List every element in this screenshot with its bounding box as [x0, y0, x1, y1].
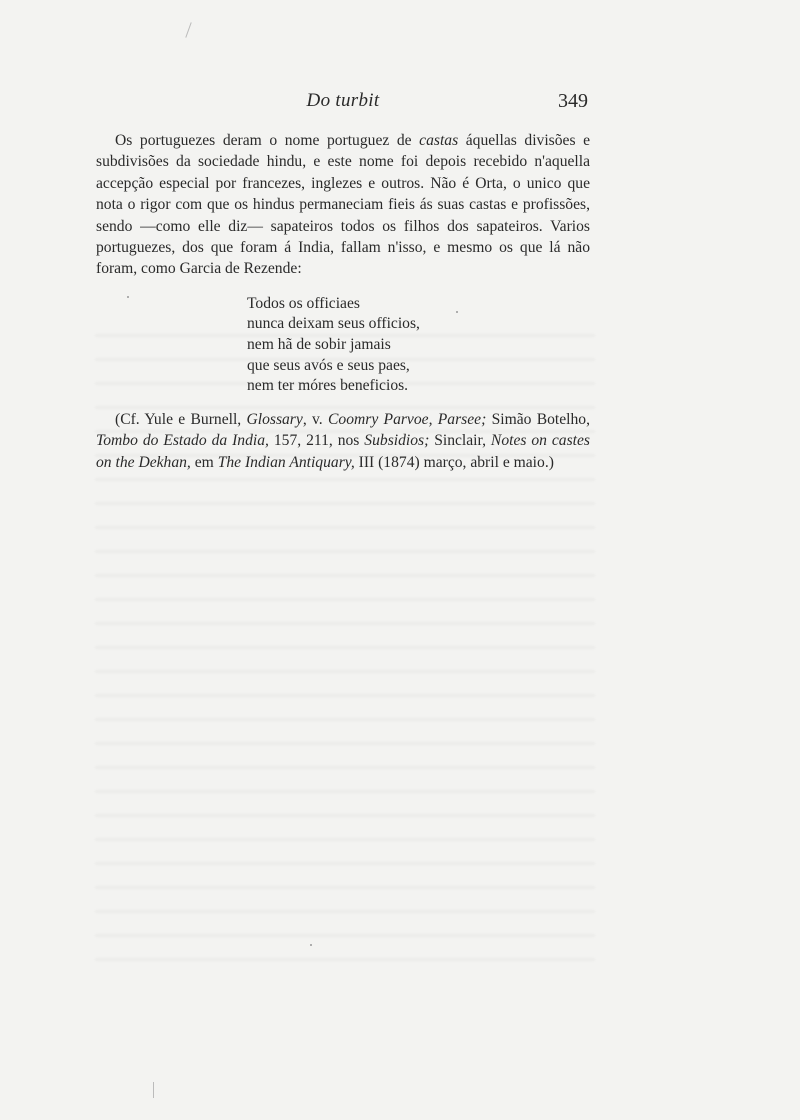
verse-line: que seus avós e seus paes,: [247, 356, 410, 374]
verse-line: nem hã de sobir jamais: [247, 336, 391, 354]
page-number: 349: [558, 90, 588, 112]
verse-quote: [247, 294, 590, 397]
paper-mark: [153, 1082, 154, 1098]
citation-text: , v.: [302, 410, 328, 428]
paragraph-italic-term: castas: [419, 132, 459, 149]
main-paragraph: [96, 130, 590, 280]
verse-line: nem ter móres beneficios.: [247, 377, 409, 395]
citation-text: Sinclair,: [429, 432, 491, 450]
paragraph-text-2: áquellas divisões e subdivisões da sociedade hindu, e este nome foi depois recebido n'aquella accepção especial por francezes, inglezes e outros. Não é Orta, o unico que nota o rigor com que os hindus permaneciam fieis ás suas castas e profissões, sendo —como elle diz— sapateiros todos os filhos dos sapateiros. Varios portuguezes, dos que foram á India, fallam n'isso, e mesmo os que lá não foram, como Garcia de Rezende:: [96, 132, 591, 278]
citation-text: III (1874) março, abril e maio.): [354, 453, 554, 471]
body-text: [96, 130, 590, 473]
running-head: [96, 90, 590, 114]
ink-speck: [310, 944, 312, 946]
citation-italic: Notes on castes on the Dekhan,: [96, 432, 590, 471]
citation-italic: Glossary: [246, 410, 303, 428]
citation-italic: Tombo do Estado da India,: [96, 432, 269, 450]
citation-text: 157, 211, nos: [268, 432, 365, 450]
citation-italic: Coomry Parvoe, Parsee;: [328, 410, 487, 428]
citation-text: em: [190, 453, 218, 471]
ink-speck: [456, 311, 458, 313]
running-title: Do turbit: [306, 90, 380, 111]
ink-speck: [127, 296, 129, 298]
paper-mark: [185, 22, 191, 37]
paragraph-text-1: Os portuguezes deram o nome portuguez de: [115, 132, 420, 149]
citation-italic: The Indian Antiquary,: [217, 453, 355, 471]
verse-line: Todos os officiaes: [247, 294, 360, 312]
verse-line: nunca deixam seus officios,: [247, 315, 420, 333]
citation-text: Simão Botelho,: [486, 410, 590, 428]
citation-text: (Cf. Yule e Burnell,: [115, 410, 247, 428]
citation-paragraph: [96, 409, 590, 473]
citation-italic: Subsidios;: [364, 432, 430, 450]
